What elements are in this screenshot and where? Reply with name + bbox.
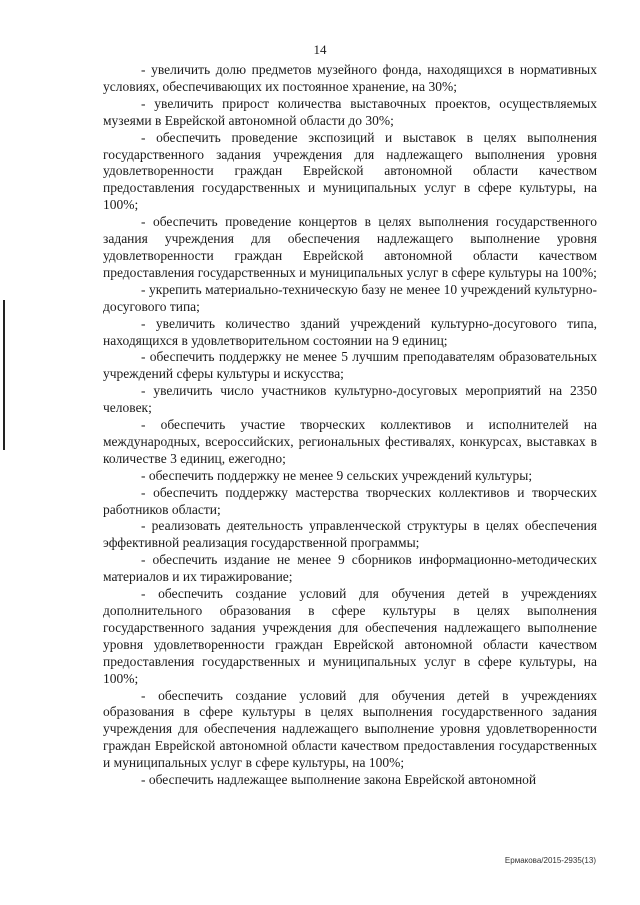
list-item: - реализовать деятельность управленческой структуры в целях обеспечения эффективной реализация государственной программы; [103,518,597,551]
list-item: - укрепить материально-техническую базу не менее 10 учреждений культурно-досугового типа; [103,281,597,314]
list-item: - обеспечить поддержку мастерства творческих коллективов и творческих работников области; [103,484,597,517]
list-item: - увеличить прирост количества выставочных проектов, осуществляемых музеями в Еврейской автономной области до 30%; [103,95,597,128]
list-item: - обеспечить надлежащее выполнение закона Еврейской автономной [141,772,537,788]
list-item: - обеспечить поддержку не менее 5 лучшим преподавателям образовательных учреждений сферы культуры и искусства; [103,349,597,382]
list-item: - обеспечить создание условий для обучения детей в учреждениях дополнительного образования в сфере культуры в целях выполнения государственного задания учреждения для обеспечения надлежащего выполнение уровня удовлетворенности граждан Еврейской автономной области качеством предоставления государственных и муниципальных услуг в сфере культуры, на 100%; [103,586,597,686]
list-item: - обеспечить проведение экспозиций и выставок в целях выполнения государственного задания учреждения для надлежащего выполнения уровня удовлетворенности граждан Еврейской автономной области качеством предоставления государственных и муниципальных услуг в сфере культуры, на 100%; [103,129,597,213]
list-item: - обеспечить создание условий для обучения детей в учреждениях образования в сфере культуры в целях выполнения государственного задания учреждения для обеспечения надлежащего выполнение уровня удовлетворенности граждан Еврейской автономной области качеством предоставления государственных и муниципальных услуг в сфере культуры, на 100%; [103,687,597,771]
list-item: - обеспечить проведение концертов в целях выполнения государственного задания учреждения для обеспечения надлежащего выполнение уровня удовлетворенности граждан Еврейской автономной области качеством предоставления государственных и муниципальных услуг в сфере культуры на 100%; [103,214,597,280]
page-number: 14 [313,42,327,57]
list-item: - обеспечить издание не менее 9 сборников информационно-методических материалов и их тиражирование; [103,552,597,585]
list-item: - увеличить долю предметов музейного фонда, находящихся в нормативных условиях, обеспечивающих их постоянное хранение, на 30%; [103,62,597,94]
scan-edge-mark [3,300,5,450]
list-item: - увеличить число участников культурно-досуговых мероприятий на 2350 человек; [103,383,597,416]
list-item: - обеспечить поддержку не менее 9 сельских учреждений культуры; [141,467,533,483]
list-item: - увеличить количество зданий учреждений культурно-досугового типа, находящихся в удовлетворительном состоянии на 9 единиц; [103,315,597,348]
list-item: - обеспечить участие творческих коллективов и исполнителей на международных, всероссийских, региональных фестивалях, конкурсах, выставках в количестве 3 единиц, ежегодно; [103,417,597,466]
document-body [103,62,597,789]
footer-document-code: Ермакова/2015-2935(13) [504,856,596,865]
